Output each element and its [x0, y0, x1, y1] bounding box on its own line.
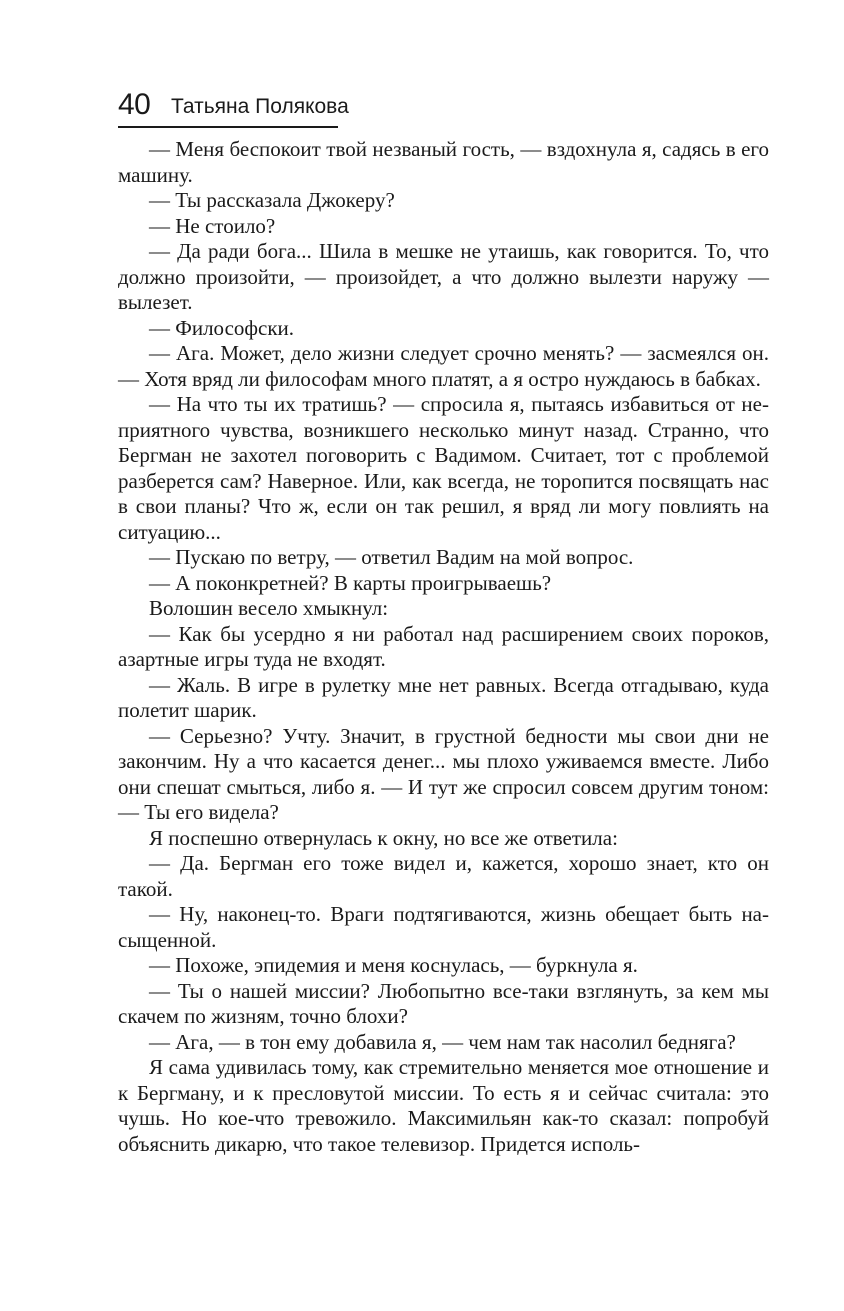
page-number: 40 — [118, 88, 151, 121]
paragraph: Волошин весело хмыкнул: — [149, 596, 389, 620]
paragraph: — Серьезно? Учту. Значит, в грустной бедности мы свои дни не закончим. Ну а что касается денег... мы плохо уживаемся вместе. Либо они спешат смыться, либо я. — И тут же спросил совсем другим тоном: — Ты его видела? — [118, 723, 769, 824]
running-head: Татьяна Полякова — [171, 95, 349, 118]
paragraph: — Меня беспокоит твой незваный гость, — вздохнула я, садясь в его машину. — [118, 137, 769, 187]
paragraph: — Да ради бога... Шила в мешке не утаишь, как говорится. То, что должно произойти, — произойдет, а что должно вылезти наружу — вылезет. — [118, 239, 769, 314]
paragraph: — А поконкретней? В карты проигрываешь? — [149, 570, 552, 595]
paragraph: — На что ты их тратишь? — спросила я, пытаясь избавиться от неприятного чувства, возникшего несколько минут назад. Странно, что Бергман не захотел поговорить с Вадимом. Считает, тот с проблемой разберется сам? Наверное. Или, как всегда, не торопится посвящать нас в свои планы? Что ж, если он так решил, я вряд ли могу повлиять на ситуацию... — [118, 392, 769, 544]
paragraph: — Как бы усердно я ни работал над расширением своих пороков, азартные игры туда не входят. — [118, 621, 769, 671]
paragraph: — Ага. Может, дело жизни следует срочно менять? — засмеялся он. — Хотя вряд ли философам много платят, а я остро нуждаюсь в бабках. — [118, 341, 769, 391]
paragraph: — Пускаю по ветру, — ответил Вадим на мой вопрос. — [149, 545, 634, 569]
paragraph: — Ты рассказала Джокеру? — [149, 188, 395, 212]
paragraph: Я поспешно отвернулась к окну, но все же ответила: — [149, 825, 618, 850]
text-column — [118, 137, 769, 1157]
page-header — [118, 88, 349, 128]
paragraph: — Жаль. В игре в рулетку мне нет равных. Всегда отгадываю, куда полетит шарик. — [118, 672, 769, 722]
paragraph: — Ага, — в тон ему добавила я, — чем нам так насолил бедняга? — [149, 1029, 736, 1054]
paragraph: — Ну, наконец-то. Враги подтягиваются, жизнь обещает быть насыщенной. — [118, 902, 769, 952]
paragraph: — Ты о нашей миссии? Любопытно все-таки взглянуть, за кем мы скачем по жизням, точно блохи? — [118, 978, 769, 1028]
paragraph: — Не стоило? — [149, 213, 276, 238]
paragraph: Я сама удивилась тому, как стремительно меняется мое отношение и к Бергману, и к пресловутой миссии. То есть я и сейчас считала: это чушь. Но кое-что тревожило. Максимильян как-то сказал: попробуй объяснить дикарю, что такое телевизор. Придется исполь- — [118, 1055, 769, 1156]
paragraph: — Да. Бергман его тоже видел и, кажется, хорошо знает, кто он такой. — [118, 851, 769, 901]
paragraph: — Философски. — [149, 315, 295, 340]
paragraph: — Похоже, эпидемия и меня коснулась, — буркнула я. — [149, 953, 638, 977]
